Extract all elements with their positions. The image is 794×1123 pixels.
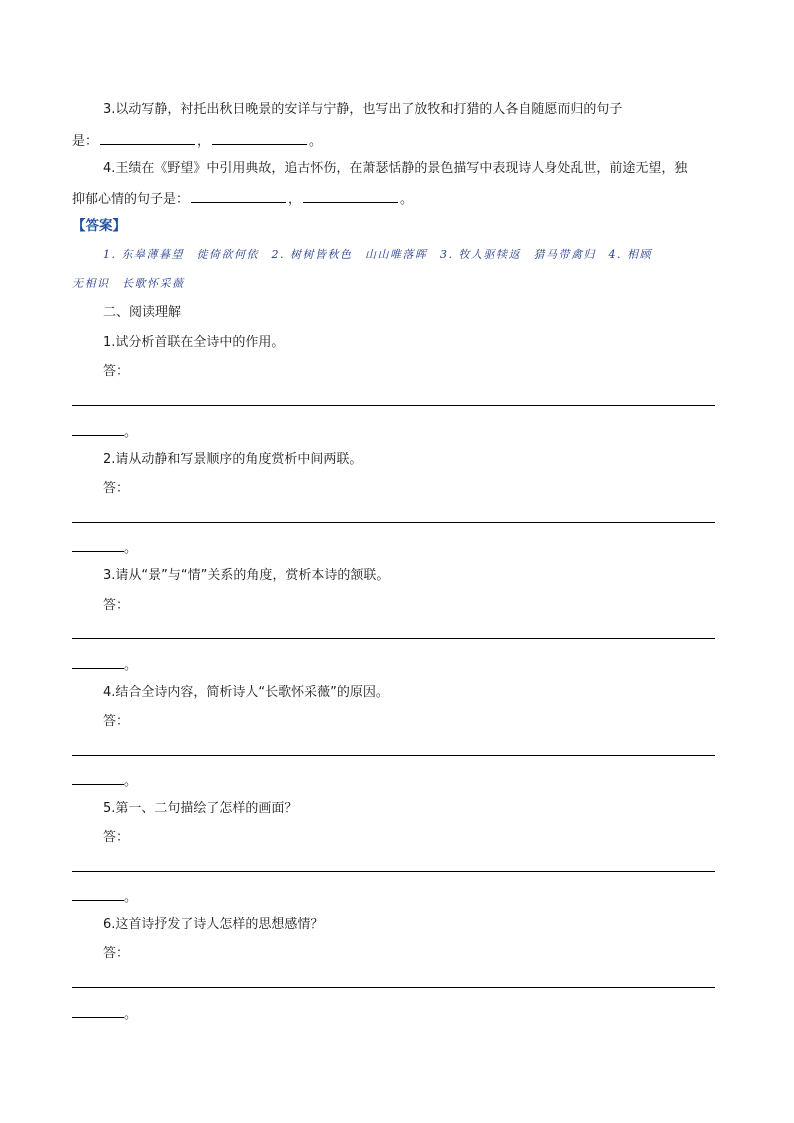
fill-question-4-prefix: 抑郁心情的句子是： bbox=[72, 192, 190, 207]
fill-question-3-line1: 3.以动写静，衬托出秋日晚景的安详与宁静，也写出了放牧和打猎的人各自随愿而归的句子 bbox=[103, 102, 623, 117]
question-1: 1.试分析首联在全诗中的作用。 bbox=[103, 335, 285, 350]
answer-blank[interactable] bbox=[191, 190, 286, 203]
answer-label: 【答案】 bbox=[72, 218, 126, 234]
short-blank[interactable] bbox=[72, 1007, 124, 1018]
answer-text-1: 1. 东皋薄暮望 徙倚欲何依 2. 树树皆秋色 山山唯落晖 3. 牧人驱犊返 猎马带禽归 4. 相顾 bbox=[103, 248, 652, 261]
answer-heading bbox=[72, 217, 126, 236]
answer-label-5: 答： bbox=[103, 830, 130, 845]
answer-line1 bbox=[103, 246, 652, 264]
answer-end-4 bbox=[72, 774, 137, 789]
fill-question-4-line1: 4.王绩在《野望》中引用典故，追古怀伤，在萧瑟恬静的景色描写中表现诗人身处乱世，前途无望，独 bbox=[103, 161, 688, 176]
answer-line-rule[interactable] bbox=[72, 405, 715, 406]
period: 。 bbox=[124, 1007, 138, 1022]
fill-question-3-line2 bbox=[72, 132, 322, 151]
short-blank[interactable] bbox=[72, 425, 124, 436]
answer-line-rule[interactable] bbox=[72, 755, 715, 756]
period: 。 bbox=[309, 134, 323, 149]
answer-label-1: 答： bbox=[103, 364, 130, 379]
answer-end-1 bbox=[72, 425, 137, 440]
answer-line-rule[interactable] bbox=[72, 871, 715, 872]
answer-end-5 bbox=[72, 890, 137, 905]
short-blank[interactable] bbox=[72, 541, 124, 552]
answer-end-2 bbox=[72, 541, 137, 556]
question-3: 3.请从“景”与“情”关系的角度，赏析本诗的颔联。 bbox=[103, 568, 390, 583]
answer-line-rule[interactable] bbox=[72, 987, 715, 988]
question-5: 5.第一、二句描绘了怎样的画面？ bbox=[103, 801, 298, 816]
answer-label-2: 答： bbox=[103, 481, 130, 496]
answer-text-2: 无相识 长歌怀采薇 bbox=[72, 277, 185, 290]
period: 。 bbox=[124, 541, 138, 556]
section-title: 二、阅读理解 bbox=[103, 305, 182, 320]
answer-line-rule[interactable] bbox=[72, 638, 715, 639]
answer-label-6: 答： bbox=[103, 946, 130, 961]
fill-question-3-prefix: 是： bbox=[72, 134, 99, 149]
question-4: 4.结合全诗内容，简析诗人“长歌怀采薇”的原因。 bbox=[103, 685, 389, 700]
answer-blank[interactable] bbox=[303, 190, 398, 203]
answer-blank[interactable] bbox=[100, 132, 195, 145]
separator: ， bbox=[288, 192, 302, 207]
separator: ， bbox=[197, 134, 211, 149]
short-blank[interactable] bbox=[72, 658, 124, 669]
answer-label-3: 答： bbox=[103, 598, 130, 613]
fill-question-4-line2 bbox=[72, 190, 413, 209]
period: 。 bbox=[400, 192, 414, 207]
answer-label-4: 答： bbox=[103, 714, 130, 729]
period: 。 bbox=[124, 658, 138, 673]
period: 。 bbox=[124, 890, 138, 905]
answer-blank[interactable] bbox=[212, 132, 307, 145]
answer-end-6 bbox=[72, 1007, 137, 1022]
period: 。 bbox=[124, 425, 138, 440]
short-blank[interactable] bbox=[72, 774, 124, 785]
answer-line2 bbox=[72, 275, 185, 293]
question-2: 2.请从动静和写景顺序的角度赏析中间两联。 bbox=[103, 452, 363, 467]
period: 。 bbox=[124, 774, 138, 789]
short-blank[interactable] bbox=[72, 890, 124, 901]
question-6: 6.这首诗抒发了诗人怎样的思想感情？ bbox=[103, 917, 324, 932]
answer-line-rule[interactable] bbox=[72, 522, 715, 523]
answer-end-3 bbox=[72, 658, 137, 673]
